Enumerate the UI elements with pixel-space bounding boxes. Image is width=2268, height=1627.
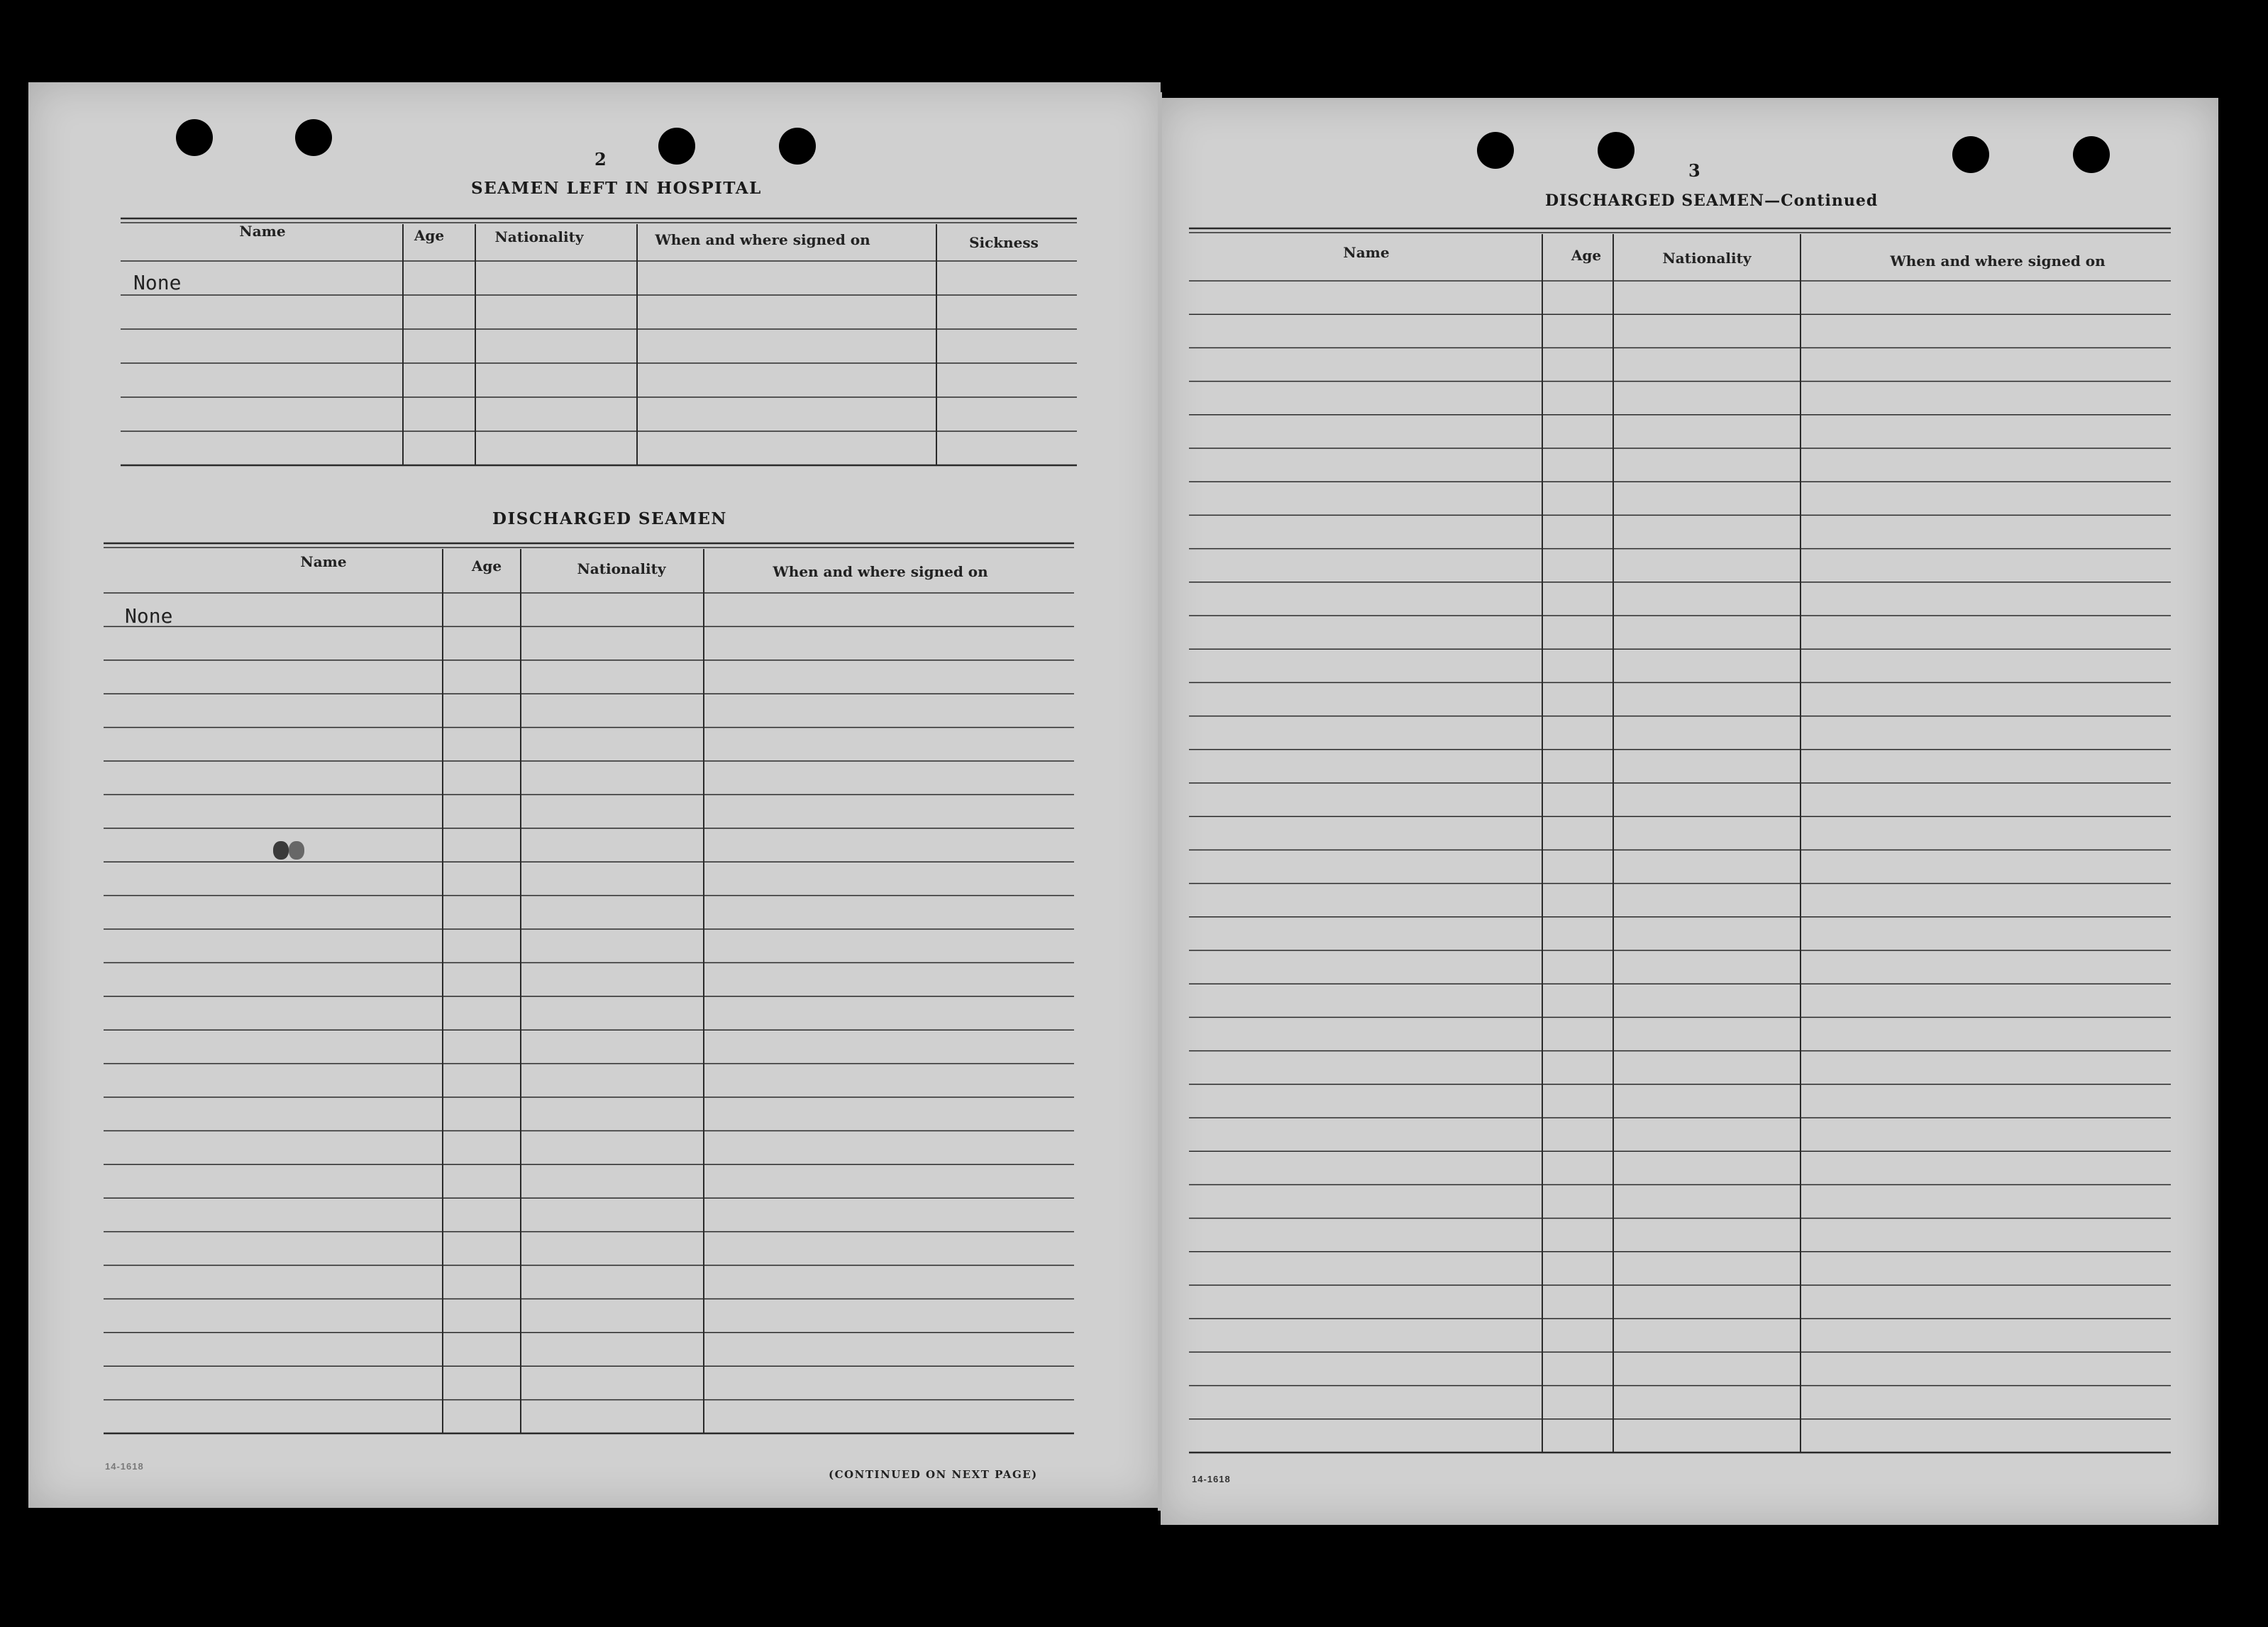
col-header-name: Name <box>1343 244 1390 261</box>
punch-hole <box>1952 136 1989 173</box>
page-number-right: 3 <box>1688 160 1700 181</box>
hospital-table <box>121 218 1077 495</box>
punch-hole <box>1598 132 1634 169</box>
discharged-table-rules <box>104 543 1074 1458</box>
col-header-age: Age <box>1571 247 1602 264</box>
punch-hole <box>779 128 816 165</box>
hospital-section-title: SEAMEN LEFT IN HOSPITAL <box>471 179 762 198</box>
ink-blot <box>273 841 289 860</box>
punch-hole <box>658 128 695 165</box>
discharged-continued-title: DISCHARGED SEAMEN—Continued <box>1545 191 1879 210</box>
discharged-table <box>104 543 1074 1458</box>
discharged-continued-table <box>1189 228 2171 1477</box>
hospital-entry-none: None <box>133 271 182 294</box>
page-number-left: 2 <box>594 149 607 170</box>
col-header-name: Name <box>239 223 286 240</box>
col-header-nationality: Nationality <box>577 560 666 577</box>
col-header-nationality: Nationality <box>1662 250 1752 267</box>
col-header-name: Name <box>300 553 347 570</box>
col-header-age: Age <box>471 557 502 574</box>
continued-note: (CONTINUED ON NEXT PAGE) <box>829 1468 1038 1481</box>
col-header-signed-on: When and where signed on <box>773 563 988 580</box>
ink-blot <box>289 841 304 860</box>
col-header-signed-on: When and where signed on <box>1890 252 2106 270</box>
continued-table-rules <box>1189 228 2171 1477</box>
col-header-nationality: Nationality <box>494 228 584 245</box>
col-header-sickness: Sickness <box>969 234 1039 251</box>
discharged-entry-none: None <box>125 604 173 628</box>
punch-hole <box>1477 132 1514 169</box>
punch-hole <box>2073 136 2110 173</box>
hospital-table-rules <box>121 218 1077 495</box>
form-code-right: 14-1618 <box>1192 1474 1231 1484</box>
punch-hole <box>176 119 213 156</box>
col-header-signed-on: When and where signed on <box>655 231 870 248</box>
col-header-age: Age <box>414 227 445 244</box>
discharged-section-title: DISCHARGED SEAMEN <box>492 509 727 528</box>
punch-hole <box>295 119 332 156</box>
page-fold <box>1158 92 1162 1511</box>
form-code-left: 14-1618 <box>105 1461 144 1472</box>
